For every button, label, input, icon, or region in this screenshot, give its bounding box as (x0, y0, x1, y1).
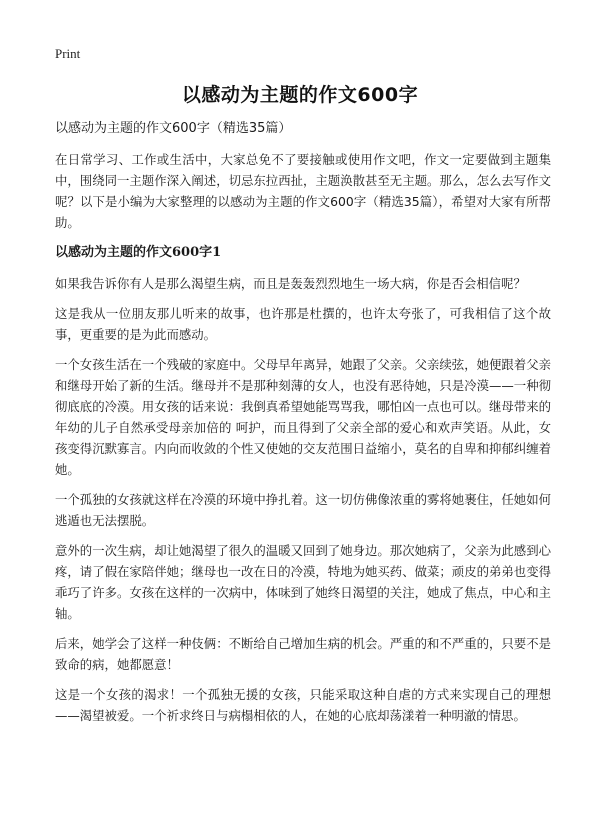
article-body (55, 118, 551, 735)
section-heading: 以感动为主题的作文600字1 (55, 245, 222, 260)
page-title: 以感动为主题的作文600字 (181, 84, 419, 106)
article-subtitle: 以感动为主题的作文600字（精选35篇） (55, 121, 292, 136)
intro-paragraph: 在日常学习、工作或生活中，大家总免不了要接触或使用作文吧，作文一定要做到主题集中，围绕同一主题作深入阐述，切忌东拉西扯，主题涣散甚至无主题。那么，怎么去写作文呢？以下是小编为大家整理的以感动为主题的作文600字（精选35篇），希望对大家有所帮助。 (55, 152, 551, 230)
paragraph-2: 这是我从一位朋友那儿听来的故事，也许那是杜撰的，也许太夸张了，可我相信了这个故事，更重要的是为此而感动。 (55, 306, 551, 342)
paragraph-3: 一个女孩生活在一个残破的家庭中。父母早年离异，她跟了父亲。父亲续弦，她便跟着父亲和继母开始了新的生活。继母并不是那种刻薄的女人，也没有恶待她，只是冷漠——一种彻彻底底的冷漠。用女孩的话来说：我倒真希望她能骂骂我，哪怕凶一点也可以。继母带来的年幼的儿子自然承受母亲加倍的 呵护，而且得到了父亲全部的爱心和欢声笑语。从此，女孩变得沉默寡言。内向而收敛的个性又使她的交友范围日益缩小，莫名的自卑和抑郁纠缠着她。 (55, 357, 551, 477)
paragraph-5: 意外的一次生病，却让她渴望了很久的温暖又回到了她身边。那次她病了，父亲为此感到心疼，请了假在家陪伴她；继母也一改在日的冷漠，特地为她买药、做菜；顽皮的弟弟也变得乖巧了许多。女孩在这样的一次病中，体味到了她终日渴望的关注，她成了焦点，中心和主轴。 (55, 543, 551, 621)
print-link[interactable]: Print (55, 46, 81, 61)
paragraph-4: 一个孤独的女孩就这样在冷漠的环境中挣扎着。这一切仿佛像浓重的雾将她裹住，任她如何逃遁也无法摆脱。 (55, 492, 551, 528)
paragraph-6: 后来，她学会了这样一种伎俩：不断给自己增加生病的机会。严重的和不严重的，只要不是致命的病，她都愿意！ (55, 636, 551, 672)
paragraph-1: 如果我告诉你有人是那么渴望生病，而且是轰轰烈烈地生一场大病，你是否会相信呢？ (55, 276, 526, 291)
paragraph-7: 这是一个女孩的渴求！一个孤独无援的女孩，只能采取这种自虐的方式来实现自己的理想——渴望被爱。一个祈求终日与病榻相依的人，在她的心底却荡漾着一种明澈的情思。 (55, 687, 551, 723)
